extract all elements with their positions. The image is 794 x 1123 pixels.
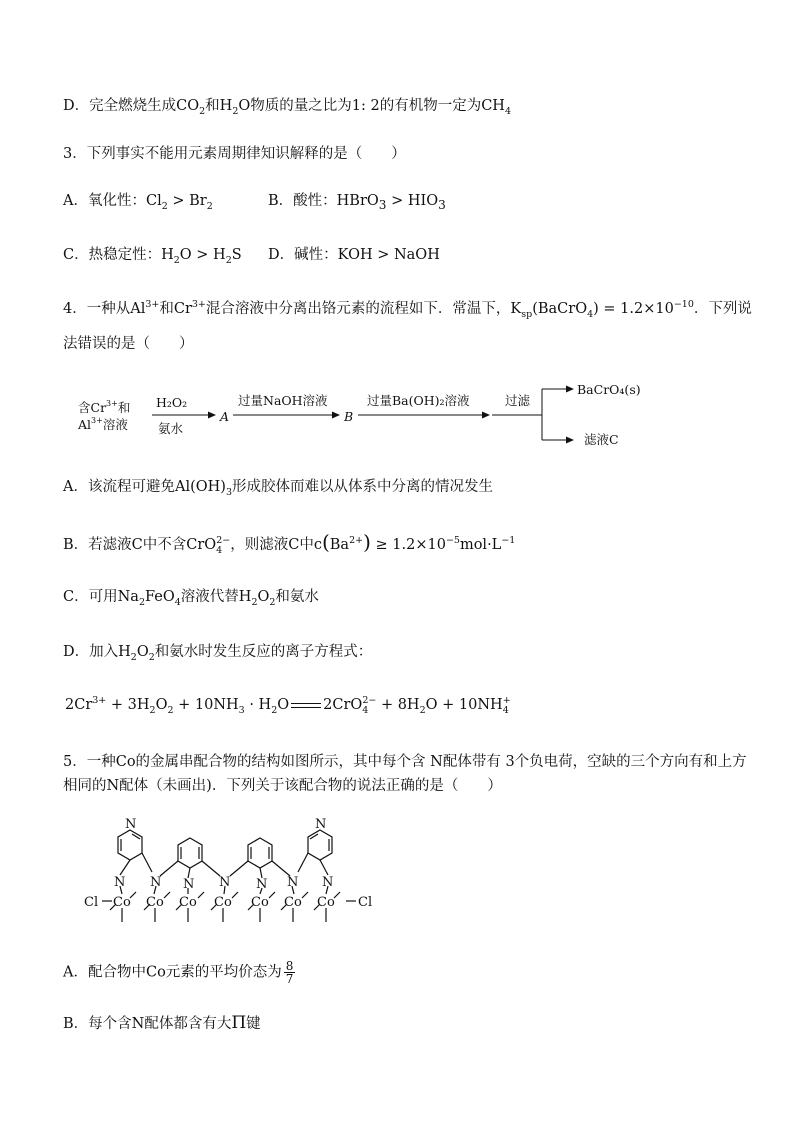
flow-arrowhead-up xyxy=(566,386,574,393)
ring-n-top-right: N xyxy=(315,817,327,832)
q4-stem: 4．一种从$Al^{3+}$和$Cr^{3+}$混合溶液中分离出铬元素的流程如下．常温下，$K_{sp}(BaCrO_4) = 1.2\times 10^{-10}$．下列说 xyxy=(63,299,752,320)
flow-reagent-1-top: H₂O₂ xyxy=(156,395,188,410)
co-atom-1: Co xyxy=(113,895,131,910)
co-atom-6: Co xyxy=(284,895,302,910)
q4-option-d: D．加入$H_2O_2$和氨水时发生反应的离子方程式： xyxy=(63,644,373,663)
equals-double-line xyxy=(291,703,321,708)
q3-option-c: C．热稳定性：$H_2O > H_2S$ xyxy=(63,247,242,266)
n-atom-5: N xyxy=(256,877,268,892)
flow-reagent-4-top: 过滤 xyxy=(505,393,531,408)
flow-reagent-2-top: 过量NaOH溶液 xyxy=(238,393,328,408)
co-atom-3: Co xyxy=(179,895,197,910)
pyridine-ring-1 xyxy=(178,838,202,868)
co-atom-7: Co xyxy=(317,895,335,910)
fraction-8-7: $\frac{8}{7}$ xyxy=(285,959,294,986)
q4-option-c: C．可用$Na_2FeO_4$溶液代替$H_2O_2$和氨水 xyxy=(63,589,319,608)
cl-atom-right: Cl xyxy=(358,895,373,910)
flow-arrowhead-2 xyxy=(332,412,340,419)
cl-atom-left: Cl xyxy=(84,895,99,910)
n-atom-4: N xyxy=(219,875,231,890)
co-atom-4: Co xyxy=(214,895,232,910)
n-atom-1: N xyxy=(114,875,126,890)
flow-node-a: A xyxy=(220,409,230,424)
flow-node-b: B xyxy=(344,409,354,424)
flow-reagent-3-top: 过量Ba(OH)₂溶液 xyxy=(367,393,470,408)
q5-option-a: A．配合物中Co元素的平均价态为 $\frac{8}{7}$ xyxy=(63,959,294,986)
flow-reagent-1-bottom: 氨水 xyxy=(158,421,184,436)
q4-option-b: B．若滤液C中不含CrO$_4^{2-}$，则滤液C中$c(Ba^{2+}) \ge 1.2\times 10^{-5}mol\cdot L^{-1}$ xyxy=(63,530,516,556)
flow-product-filtrate: 滤液C xyxy=(584,432,619,447)
q3-stem: 3．下列事实不能用元素周期律知识解释的是（ ） xyxy=(63,146,406,162)
n-atom-6: N xyxy=(287,875,299,890)
n-atom-3: N xyxy=(183,877,195,892)
q4-ionic-equation: $2Cr^{3+} + 3H_2O_2 + 10NH_3 \cdot H_2O$ $2CrO_4^{2-} + 8H_2O + 10NH_4^+$ xyxy=(65,695,511,716)
q5-option-b: B．每个含N配体都含有大Π键 xyxy=(63,1013,261,1033)
flow-product-precipitate: BaCrO₄(s) xyxy=(577,382,641,397)
flow-arrowhead-down xyxy=(566,437,574,444)
q5-stem-line2: 相同的N配体（未画出)．下列关于该配合物的说法正确的是（ ） xyxy=(63,778,502,794)
q5-stem: 5．一种Co的金属串配合物的结构如图所示，其中每个含 N配体带有 3个负电荷，空缺的三个方向有和上方 xyxy=(63,754,747,770)
q5-structure-diagram xyxy=(80,817,373,930)
flow-start-line1: 含$Cr^{3+}$和 xyxy=(78,399,131,415)
co-atom-5: Co xyxy=(251,895,269,910)
flow-arrowhead-1 xyxy=(208,412,216,419)
q4-flow-diagram xyxy=(60,372,660,458)
flow-arrowhead-3 xyxy=(482,412,490,419)
q4-stem-line2: 法错误的是（ ） xyxy=(63,336,194,352)
q4-option-a: A．该流程可避免$Al(OH)_3$形成胶体而难以从体系中分离的情况发生 xyxy=(63,479,493,498)
q3-option-a: A．氧化性：$Cl_2 > Br_2$ xyxy=(63,193,213,212)
flow-start-line2: $Al^{3+}$溶液 xyxy=(78,416,128,432)
n-atom-7: N xyxy=(322,875,334,890)
n-atom-2: N xyxy=(150,875,162,890)
q3-option-b: B．酸性：HBrO$_3$ > $HIO_3$ xyxy=(268,193,446,212)
ring-n-top-left: N xyxy=(125,817,137,832)
co-atom-2: Co xyxy=(146,895,164,910)
q2-option-d: D．完全燃烧生成$CO_2$和$H_2O$物质的量之比为1: 2的有机物一定为$CH_4$ xyxy=(63,98,511,117)
q3-option-d: D．碱性：KOH > NaOH xyxy=(268,247,440,263)
